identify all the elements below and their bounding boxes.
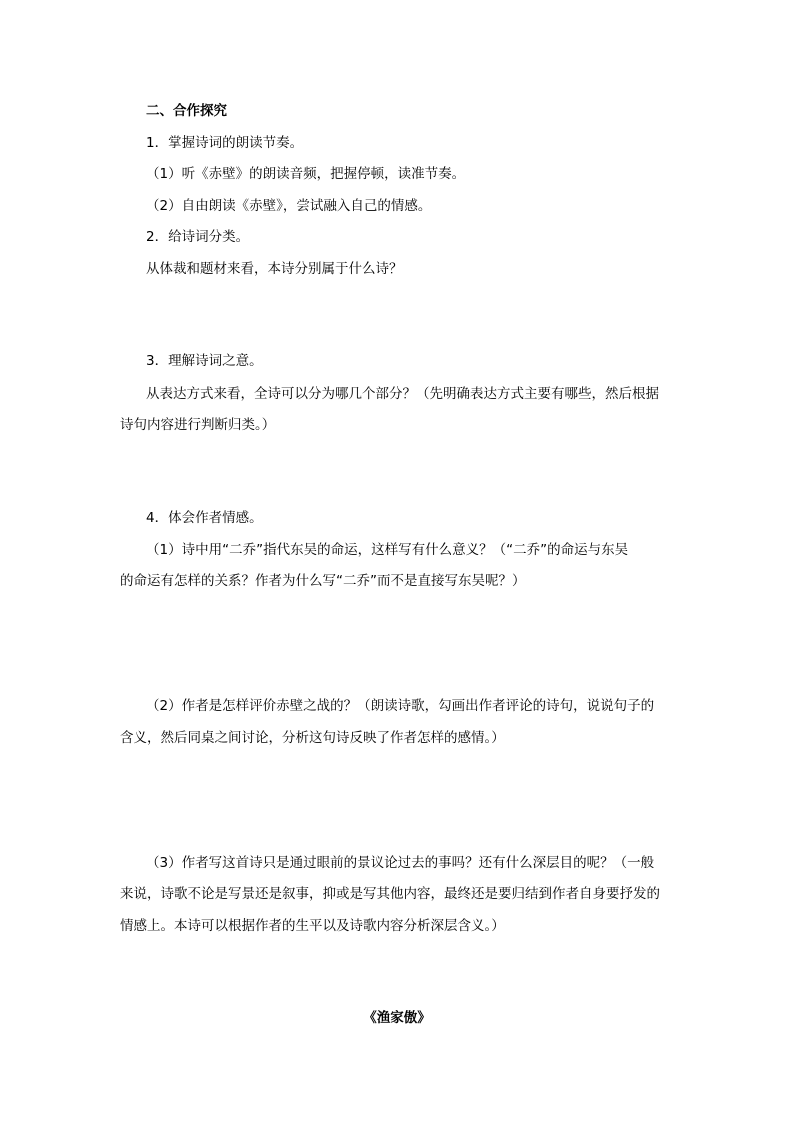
item-4-q3-line-2: 来说，诗歌不论是写景还是叙事，抑或是写其他内容，最终还是要归结到作者自身要抒发的 <box>120 886 660 902</box>
item-4-q2-line-1: （2）作者是怎样评价赤壁之战的？（朗读诗歌，勾画出作者评论的诗句，说说句子的 <box>146 698 655 714</box>
next-poem-title: 《渔家傲》 <box>363 1010 431 1026</box>
item-2-question: 从体裁和题材来看，本诗分别属于什么诗？ <box>146 261 403 277</box>
item-3-question-line-2: 诗句内容进行判断归类。） <box>120 417 276 433</box>
item-1-sub-1: （1）听《赤壁》的朗读音频，把握停顿，读准节奏。 <box>146 166 466 182</box>
item-3-question-line-1: 从表达方式来看，全诗可以分为哪几个部分？（先明确表达方式主要有哪些，然后根据 <box>146 386 659 402</box>
item-4-q3-line-1: （3）作者写这首诗只是通过眼前的景议论过去的事吗？还有什么深层目的呢？（一般 <box>146 855 655 871</box>
item-3-title: 3．理解诗词之意。 <box>146 353 263 369</box>
item-1-sub-2: （2）自由朗读《赤壁》，尝试融入自己的情感。 <box>146 198 432 214</box>
item-1-title: 1．掌握诗词的朗读节奏。 <box>146 135 304 151</box>
item-4-q2-line-2: 含义，然后同桌之间讨论，分析这句诗反映了作者怎样的感情。） <box>120 730 505 746</box>
item-4-q1-line-1: （1）诗中用“二乔”指代东吴的命运，这样写有什么意义？（“二乔”的命运与东吴 <box>146 542 629 558</box>
item-4-q3-line-3: 情感上。本诗可以根据作者的生平以及诗歌内容分析深层含义。） <box>120 918 505 934</box>
item-4-q1-line-2: 的命运有怎样的关系？作者为什么写“二乔”而不是直接写东吴呢？） <box>120 573 526 589</box>
section-heading: 二、合作探究 <box>146 103 227 119</box>
item-4-title: 4．体会作者情感。 <box>146 510 263 526</box>
item-2-title: 2．给诗词分类。 <box>146 229 250 245</box>
